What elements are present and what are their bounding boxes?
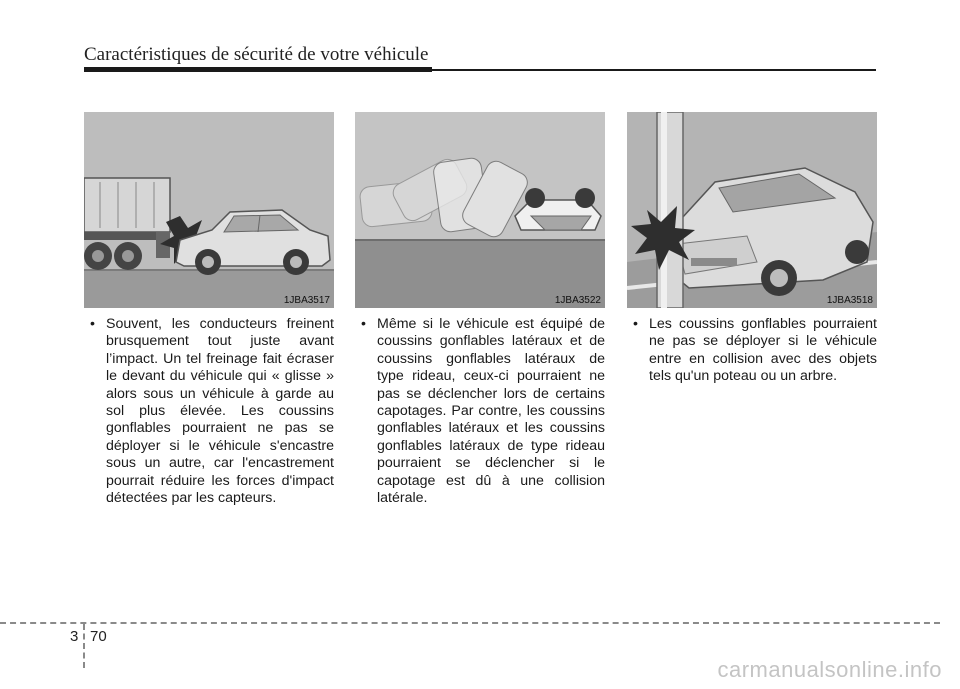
bullet-text: Les coussins gonflables pourraient ne pas se déployer si le véhicule entre en collision avec des objets tels qu'un poteau ou un arbre. <box>649 316 877 385</box>
pole-illustration <box>627 112 877 308</box>
underride-illustration <box>84 112 334 308</box>
footer-divider <box>83 624 85 668</box>
figure-code: 1JBA3518 <box>826 295 873 306</box>
column-text-3 <box>627 316 877 386</box>
figure-code: 1JBA3522 <box>554 295 601 306</box>
bullet-item <box>84 316 334 507</box>
chapter-number: 3 <box>70 628 79 645</box>
figure-code: 1JBA3517 <box>283 295 330 306</box>
page-header-title: Caractéristiques de sécurité de votre véhicule <box>84 44 429 65</box>
footer-rule <box>0 622 940 624</box>
figure-pole <box>627 112 877 308</box>
bullet-text: Souvent, les conducteurs freinent brusquement tout juste avant l’impact. Un tel freinage fait écraser le devant du véhicule qui « glisse » alors sous un véhicule à garde au sol plus élevée. Les coussins gonflables pourraient ne pas se déployer si le véhicule s'encastre sous un autre, car l'encastrement pourrait réduire les forces d'impact détectées par les capteurs. <box>106 316 334 507</box>
bullet-icon: • <box>90 316 95 332</box>
header-rule <box>84 67 432 72</box>
watermark: carmanualsonline.info <box>717 657 942 682</box>
figure-rollover <box>355 112 605 308</box>
bullet-icon: • <box>361 316 366 332</box>
bullet-item <box>627 316 877 386</box>
figure-underride <box>84 112 334 308</box>
column-text-2 <box>355 316 605 507</box>
bullet-item <box>355 316 605 507</box>
column-text-1 <box>84 316 334 507</box>
header-rule-thin <box>432 69 876 71</box>
page-number: 70 <box>90 628 107 645</box>
rollover-illustration <box>355 112 605 308</box>
bullet-text: Même si le véhicule est équipé de coussins gonflables latéraux et de coussins gonflables latéraux de type rideau, ceux-ci pourraient ne pas se déclencher lors de certains capotages. Par contre, les coussins gonflables latéraux et les coussins gonflables latéraux de type rideau pourraient se déclencher si le capotage est dû à une collision latérale. <box>377 316 605 507</box>
bullet-icon: • <box>633 316 638 332</box>
